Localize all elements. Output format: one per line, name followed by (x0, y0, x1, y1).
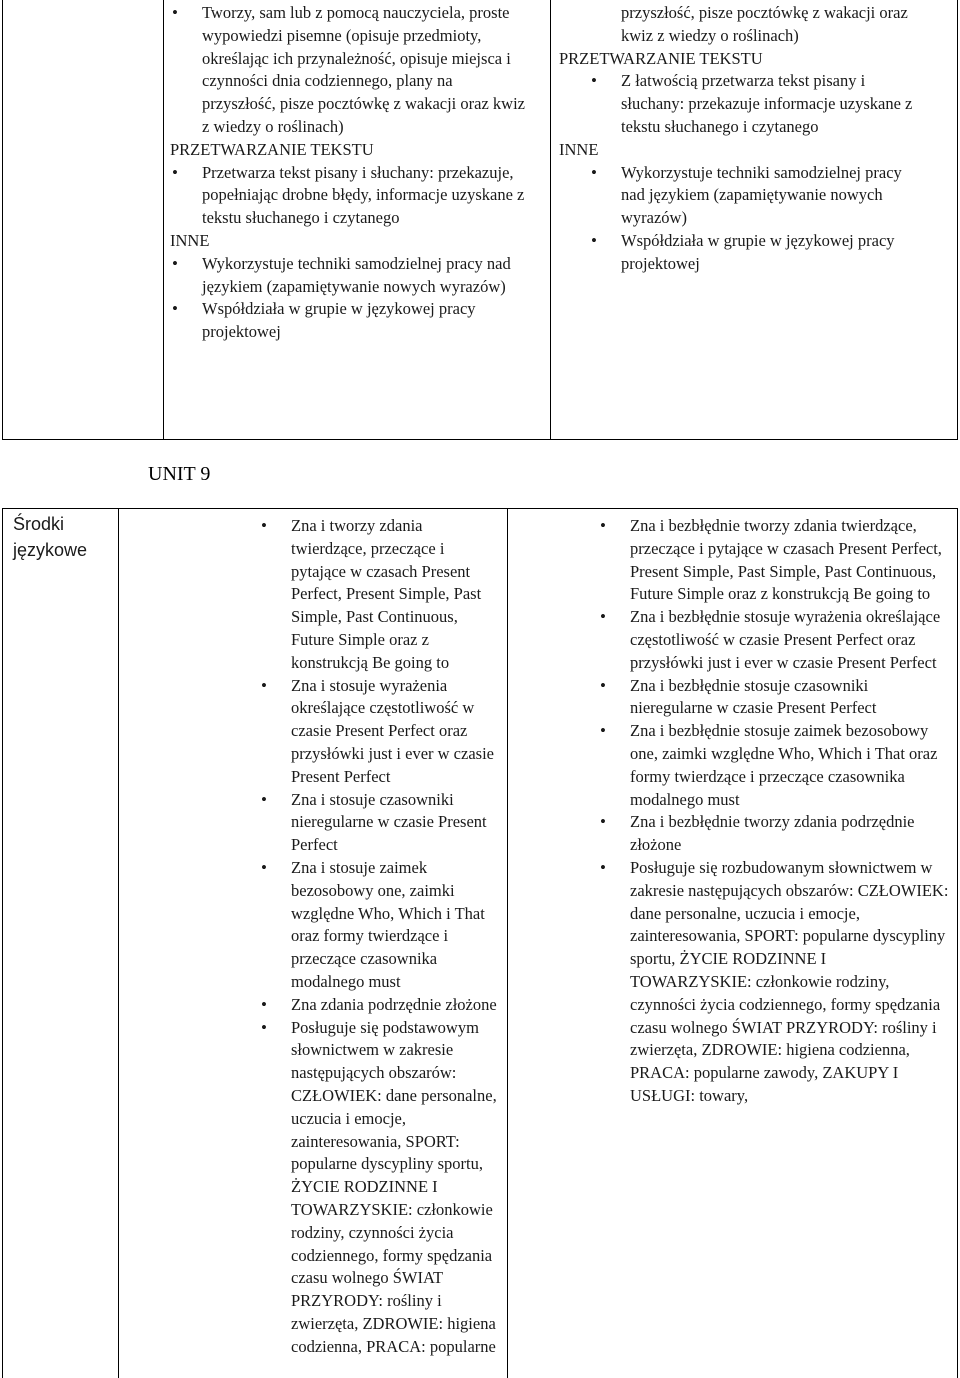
list-item: • Współdziała w grupie w językowej pracy projektowej (589, 230, 927, 276)
bottom-requirements-table (2, 508, 958, 1378)
section-heading-processing: PRZETWARZANIE TEKSTU (559, 48, 927, 71)
list-item: • Z łatwością przetwarza tekst pisany i słuchany: przekazuje informacje uzyskane z tekstu słuchanego i czytanego (589, 70, 927, 138)
list-item: • Posługuje się podstawowym słownictwem w zakresie następujących obszarów: CZŁOWIEK: dane personalne, uczucia i emocje, zainteresowania, SPORT: popularne dyscypliny sportu, ŻYCIE RODZINNE I TOWARZYSKIE: członkowie rodziny, czynności życia codziennego, formy spędzania czasu wolnego ŚWIAT PRZYRODY: rośliny i zwierzęta, ZDROWIE: higiena codzienna, PRACA: popularne (259, 1017, 499, 1359)
list-item: • Zna zdania podrzędnie złożone (259, 994, 499, 1017)
list-item: • Zna i stosuje czasowniki nieregularne w czasie Present Perfect (259, 789, 499, 857)
list-item: • Zna i bezbłędnie stosuje zaimek bezosobowy one, zaimki względne Who, Which i That oraz formy twierdzące i przeczące czasownika modalnego must (598, 720, 949, 811)
bottom-col2-cell (119, 509, 508, 1378)
top-col3-cell (551, 0, 958, 440)
list-item: • Zna i stosuje wyrażenia określające częstotliwość w czasie Present Perfect oraz przysłówki just i ever w czasie Present Perfect (259, 675, 499, 789)
section-heading-other: INNE (559, 139, 927, 162)
section-heading-other: INNE (170, 230, 528, 253)
bottom-col3-list (598, 515, 949, 1108)
list-item: • Tworzy, sam lub z pomocą nauczyciela, proste wypowiedzi pisemne (opisuje przedmioty, określając ich przynależność, opisuje miejsca i czynności dnia codziennego, plany na przyszłość, pisze pocztówkę z wakacji oraz kwiz z wiedzy o roślinach) (170, 2, 528, 139)
bottom-col2-list (259, 515, 499, 1358)
list-item: • Zna i bezbłędnie tworzy zdania podrzędnie złożone (598, 811, 949, 857)
list-item: • Wykorzystuje techniki samodzielnej pracy nad językiem (zapamiętywanie nowych wyrazów) (589, 162, 927, 230)
continuation-text: przyszłość, pisze pocztówkę z wakacji oraz kwiz z wiedzy o roślinach) (559, 2, 927, 48)
list-item: • Zna i bezbłędnie stosuje czasowniki nieregularne w czasie Present Perfect (598, 675, 949, 721)
list-item: • Współdziała w grupie w językowej pracy projektowej (170, 298, 528, 344)
list-item: • Wykorzystuje techniki samodzielnej pracy nad językiem (zapamiętywanie nowych wyrazów) (170, 253, 528, 299)
list-item: • Zna i tworzy zdania twierdzące, przeczące i pytające w czasach Present Perfect, Present Simple, Past Simple, Past Continuous, Future Simple oraz z konstrukcją Be going to (259, 515, 499, 675)
row-label-cell (3, 509, 119, 1378)
top-requirements-table (2, 0, 958, 440)
list-item: • Przetwarza tekst pisany i słuchany: przekazuje, popełniając drobne błędy, informacje uzyskane z tekstu słuchanego i czytanego (170, 162, 528, 230)
list-item: • Zna i stosuje zaimek bezosobowy one, zaimki względne Who, Which i That oraz formy twierdzące i przeczące czasownika modalnego must (259, 857, 499, 994)
list-item: • Zna i bezbłędnie stosuje wyrażenia określające częstotliwość w czasie Present Perfect oraz przysłówki just i ever w czasie Present Perfect (598, 606, 949, 674)
section-heading-processing: PRZETWARZANIE TEKSTU (170, 139, 528, 162)
list-item: • Posługuje się rozbudowanym słownictwem w zakresie następujących obszarów: CZŁOWIEK: dane personalne, uczucia i emocje, zainteresowania, SPORT: popularne dyscypliny sportu, ŻYCIE RODZINNE I TOWARZYSKIE: członkowie rodziny, czynności życia codziennego, formy spędzania czasu wolnego ŚWIAT PRZYRODY: rośliny i zwierzęta, ZDROWIE: higiena codzienna, PRACA: popularne zawody, ZAKUPY I USŁUGI: towary, (598, 857, 949, 1108)
row-label: Środki językowe (3, 509, 118, 565)
top-col2-cell (164, 0, 551, 440)
list-item: • Zna i bezbłędnie tworzy zdania twierdzące, przeczące i pytające w czasach Present Perfect, Present Simple, Past Simple, Past Continuous, Future Simple oraz z konstrukcją Be going to (598, 515, 949, 606)
top-col2-list (170, 2, 528, 139)
unit-title: UNIT 9 (148, 463, 210, 486)
bottom-col3-cell (508, 509, 958, 1378)
top-row-label-cell (3, 0, 164, 440)
